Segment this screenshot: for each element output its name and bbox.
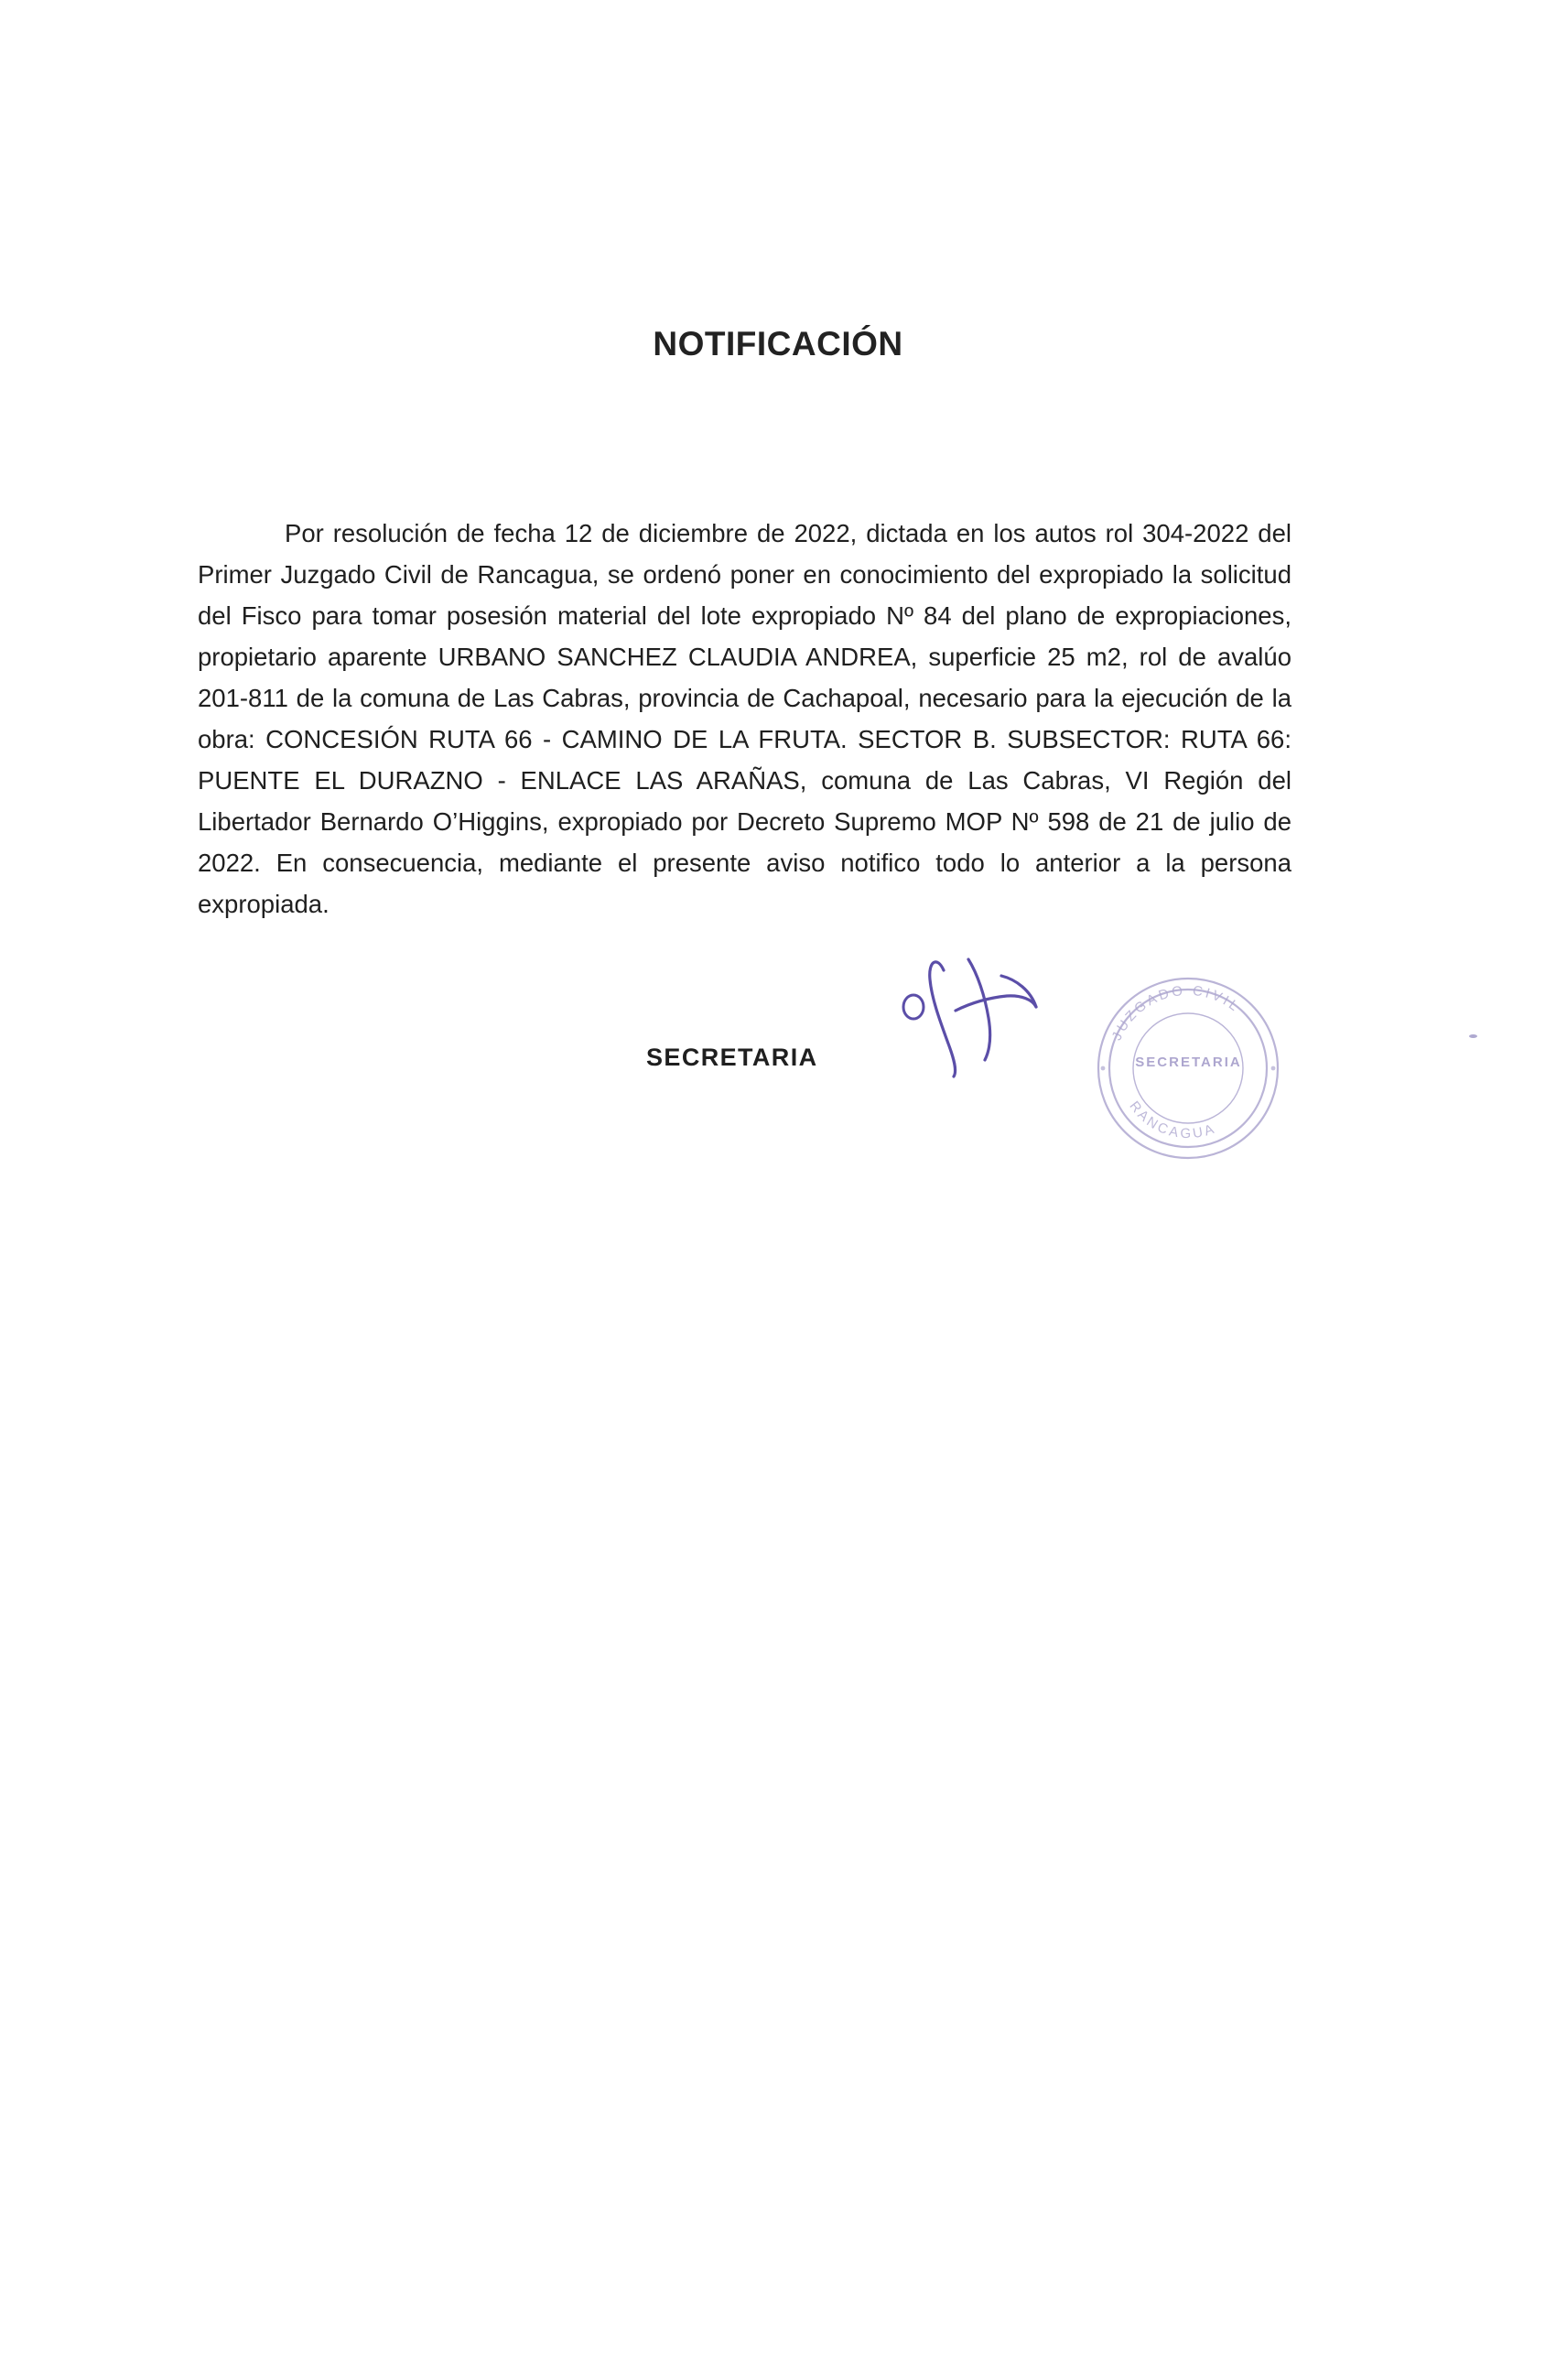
notification-paragraph: Por resolución de fecha 12 de diciembre de 2022, dictada en los autos rol 304-2022 del Primer Juzgado Civil de Rancagua, se ordenó poner en conocimiento del expropiado la solicitud del Fisco para tomar posesión material del lote expropiado Nº 84 del plano de expropiaciones, propietario aparente URBANO SANCHEZ CLAUDIA ANDREA, superficie 25 m2, rol de avalúo 201-811 de la comuna de Las Cabras, provincia de Cachapoal, necesario para la ejecución de la obra: CONCESIÓN RUTA 66 - CAMINO DE LA FRUTA. SECTOR B. SUBSECTOR: RUTA 66: PUENTE EL DURAZNO - ENLACE LAS ARAÑAS, comuna de Las Cabras, VI Región del Libertador Bernardo O’Higgins, expropiado por Decreto Supremo MOP Nº 598 de 21 de julio de 2022. En consecuencia, mediante el presente aviso notifico todo lo anterior a la persona expropiada. (198, 519, 1291, 918)
handwritten-signature-icon (893, 943, 1076, 1080)
stamp-top-text: JUZGADO CIVIL (1108, 982, 1244, 1044)
page-title: NOTIFICACIÓN (653, 325, 903, 362)
signature-area (198, 934, 1291, 1227)
ink-dot-mark (1469, 1034, 1477, 1038)
stamp-bottom-text: RANCAGUA (1126, 1098, 1219, 1142)
stamp-middle-text: SECRETARIA (1135, 1055, 1242, 1070)
signature-label: SECRETARIA (646, 1044, 818, 1071)
notification-body (198, 513, 1291, 925)
svg-text:JUZGADO CIVIL (1109, 983, 1244, 1043)
official-stamp (1090, 970, 1287, 1167)
